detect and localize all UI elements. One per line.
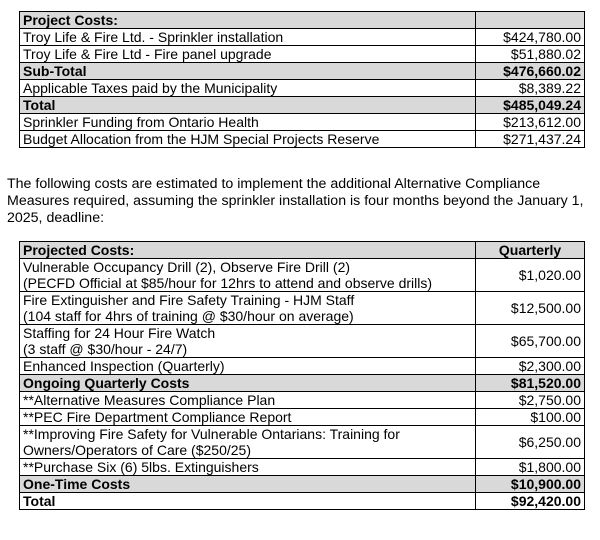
projected-costs-body	[20, 259, 585, 510]
cost-label-line: **PEC Fire Department Compliance Report	[23, 409, 292, 425]
cost-label	[20, 325, 476, 358]
cost-label-line: Enhanced Inspection (Quarterly)	[23, 358, 225, 374]
cost-label	[20, 476, 476, 493]
table-row	[20, 63, 585, 80]
cost-label	[20, 358, 476, 375]
cost-label	[20, 392, 476, 409]
table-row	[20, 409, 585, 426]
cost-label: Troy Life & Fire Ltd. - Sprinkler installation	[20, 29, 476, 46]
cost-value: $213,612.00	[476, 114, 585, 131]
cost-label	[20, 292, 476, 325]
project-costs-body	[20, 12, 585, 148]
description-paragraph: The following costs are estimated to implement the additional Alternative Compliance Measures required, assuming the sprinkler installation is four months beyond the January 1, 2025, deadline:	[7, 176, 584, 226]
quarterly-header: Quarterly	[476, 242, 585, 259]
cost-value: $2,300.00	[476, 358, 585, 375]
cost-label: Project Costs:	[20, 12, 476, 29]
cost-value: $51,880.02	[476, 46, 585, 63]
table-row	[20, 476, 585, 493]
cost-value: $485,049.24	[476, 97, 585, 114]
cost-label: Sub-Total	[20, 63, 476, 80]
cost-label	[20, 409, 476, 426]
table-row	[20, 459, 585, 476]
cost-label-detail: (PECFD Official at $85/hour for 12hrs to attend and observe drills)	[23, 275, 433, 291]
cost-label: Sprinkler Funding from Ontario Health	[20, 114, 476, 131]
cost-value: $100.00	[476, 409, 585, 426]
cost-label-detail: (3 staff @ $30/hour - 24/7)	[23, 341, 188, 357]
cost-label-line: **Purchase Six (6) 5lbs. Extinguishers	[23, 459, 259, 475]
cost-value: $1,020.00	[476, 259, 585, 292]
cost-label: Applicable Taxes paid by the Municipality	[20, 80, 476, 97]
table-row	[20, 114, 585, 131]
table-row	[20, 426, 585, 459]
cost-label-line: Vulnerable Occupancy Drill (2), Observe Fire Drill (2)	[23, 259, 351, 275]
cost-label: Budget Allocation from the HJM Special Projects Reserve	[20, 131, 476, 148]
cost-label-line: **Alternative Measures Compliance Plan	[23, 392, 276, 408]
table-row	[20, 97, 585, 114]
cost-label-line: **Improving Fire Safety for Vulnerable Ontarians: Training for	[23, 426, 400, 442]
cost-label	[20, 493, 476, 510]
cost-value: $65,700.00	[476, 325, 585, 358]
cost-label	[20, 459, 476, 476]
table-row	[20, 358, 585, 375]
table-row	[20, 493, 585, 510]
cost-label	[20, 259, 476, 292]
cost-label-line: Total	[23, 493, 56, 509]
cost-value: $2,750.00	[476, 392, 585, 409]
cost-value: $92,420.00	[476, 493, 585, 510]
table-row	[20, 12, 585, 29]
cost-value: $81,520.00	[476, 375, 585, 392]
table-row	[20, 392, 585, 409]
cost-label	[20, 426, 476, 459]
table-row	[20, 46, 585, 63]
cost-label-detail: (104 staff for 4hrs of training @ $30/hour on average)	[23, 308, 354, 324]
cost-value: $8,389.22	[476, 80, 585, 97]
cost-label-line: Staffing for 24 Hour Fire Watch	[23, 325, 216, 341]
cost-value: $10,900.00	[476, 476, 585, 493]
table-row	[20, 80, 585, 97]
cost-label: Troy Life & Fire Ltd - Fire panel upgrade	[20, 46, 476, 63]
cost-value	[476, 12, 585, 29]
cost-label	[20, 375, 476, 392]
cost-value: $271,437.24	[476, 131, 585, 148]
cost-value: $1,800.00	[476, 459, 585, 476]
cost-label-line: Fire Extinguisher and Fire Safety Training - HJM Staff	[23, 292, 355, 308]
table-row	[20, 259, 585, 292]
table-row	[20, 375, 585, 392]
projected-costs-header: Projected Costs:	[20, 242, 476, 259]
cost-label-detail: Owners/Operators of Care ($250/25)	[23, 442, 251, 458]
cost-value: $6,250.00	[476, 426, 585, 459]
table-row	[20, 131, 585, 148]
projected-costs-table	[19, 241, 585, 510]
project-costs-table	[19, 11, 585, 148]
cost-value: $476,660.02	[476, 63, 585, 80]
cost-value: $12,500.00	[476, 292, 585, 325]
cost-label-line: Ongoing Quarterly Costs	[23, 375, 190, 391]
table-row	[20, 292, 585, 325]
cost-value: $424,780.00	[476, 29, 585, 46]
table-row	[20, 325, 585, 358]
table-row	[20, 29, 585, 46]
projected-costs-header-row	[20, 242, 585, 259]
cost-label: Total	[20, 97, 476, 114]
cost-label-line: One-Time Costs	[23, 476, 131, 492]
